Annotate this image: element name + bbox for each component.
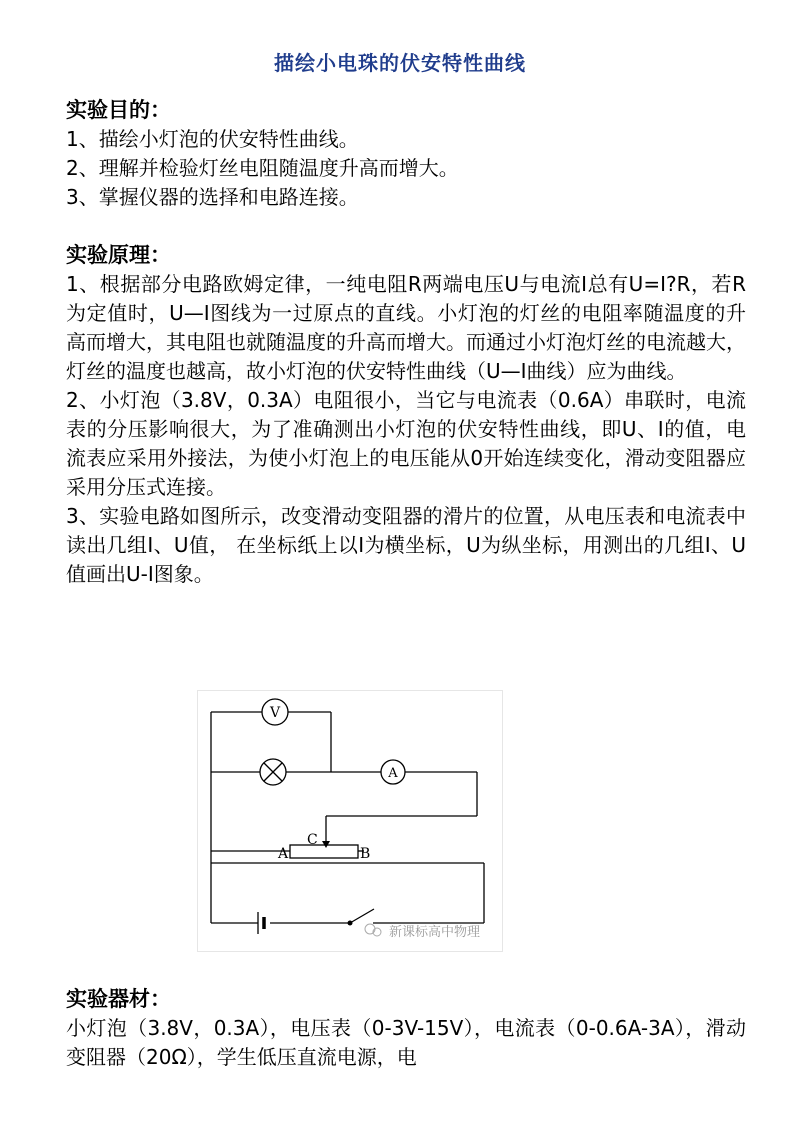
- equipment-section: [66, 985, 746, 1072]
- purpose-item: 3、掌握仪器的选择和电路连接。: [66, 185, 359, 209]
- watermark: [365, 924, 480, 940]
- slider-label-c: C: [307, 832, 318, 848]
- terminal-label-b: B: [360, 846, 371, 862]
- rheostat-icon: [290, 845, 358, 858]
- battery-icon: [258, 912, 264, 934]
- purpose-item: 1、描绘小灯泡的伏安特性曲线。: [66, 127, 359, 151]
- principle-paragraph: 3、实验电路如图所示，改变滑动变阻器的滑片的位置，从电压表和电流表中读出几组I、U值， 在坐标纸上以I为横坐标，U为纵坐标，用测出的几组I、U值画出U-I图象。: [66, 504, 746, 586]
- document-body: [66, 96, 746, 589]
- page-title: 描绘小电珠的伏安特性曲线: [274, 51, 526, 75]
- equipment-text: 小灯泡（3.8V，0.3A），电压表（0-3V-15V），电流表（0-0.6A-3A），滑动变阻器（20Ω），学生低压直流电源，电: [66, 1016, 746, 1069]
- switch-icon: [348, 909, 375, 926]
- principle-paragraph: 2、小灯泡（3.8V，0.3A）电阻很小，当它与电流表（0.6A）串联时，电流表的分压影响很大，为了准确测出小灯泡的伏安特性曲线，即U、I的值，电流表应采用外接法，为使小灯泡上的电压能从0开始连续变化，滑动变阻器应采用分压式连接。: [66, 388, 746, 499]
- terminal-label-a: A: [278, 846, 289, 862]
- voltmeter-label: V: [269, 705, 281, 721]
- equipment-heading: 实验器材：: [66, 987, 171, 1011]
- purpose-heading: 实验目的：: [66, 98, 171, 122]
- principle-heading: 实验原理：: [66, 243, 171, 267]
- ammeter-label: A: [388, 766, 398, 781]
- circuit-diagram: [197, 690, 503, 952]
- purpose-item: 2、理解并检验灯丝电阻随温度升高而增大。: [66, 156, 459, 180]
- principle-paragraph: 1、根据部分电路欧姆定律，一纯电阻R两端电压U与电流I总有U=I?R，若R为定值时，U—I图线为一过原点的直线。小灯泡的灯丝的电阻率随温度的升高而增大，其电阻也就随温度的升高而增大。而通过小灯泡灯丝的电流越大，灯丝的温度也越高，故小灯泡的伏安特性曲线（U—I曲线）应为曲线。: [66, 272, 746, 383]
- watermark-text: 新课标高中物理: [389, 925, 481, 940]
- lamp-icon: [260, 759, 286, 785]
